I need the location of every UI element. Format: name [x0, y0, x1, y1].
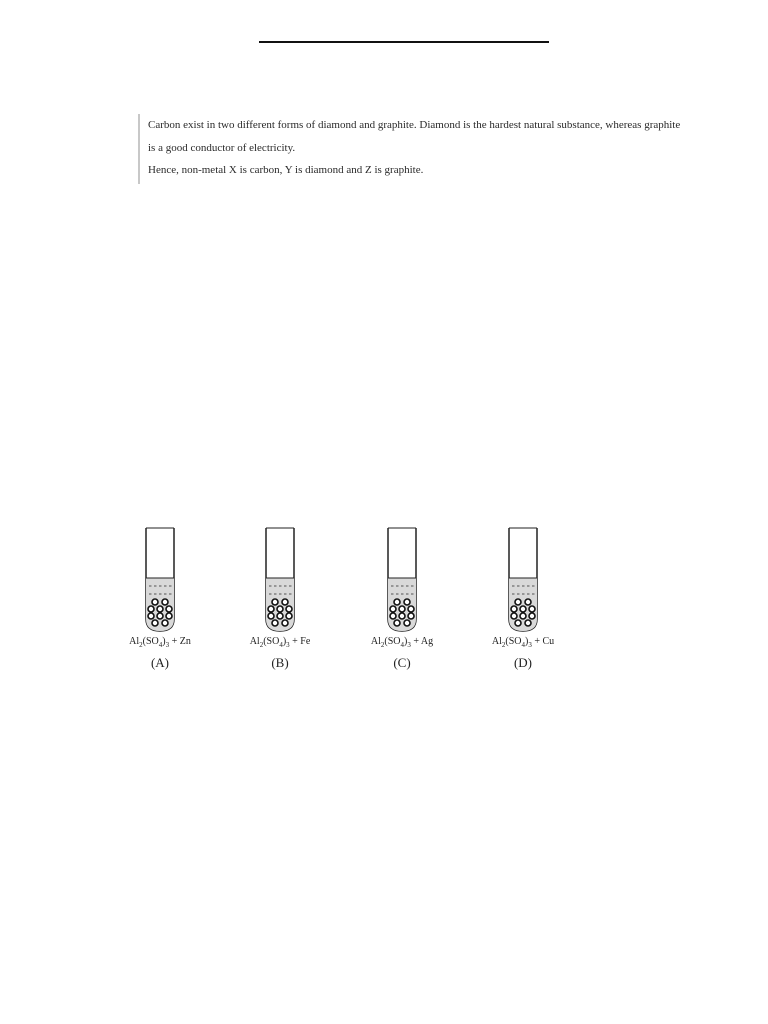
metal-particle	[152, 620, 158, 626]
tube-b-label: $Al_2(SO_4)_3 + Fe$	[249, 636, 311, 649]
metal-particle	[152, 599, 158, 605]
metal-particle	[394, 620, 400, 626]
tube-c-letter: (C)	[393, 655, 411, 670]
metal-particle	[515, 599, 521, 605]
metal-particle	[390, 613, 396, 619]
tube-a-letter: (A)	[150, 655, 170, 670]
tube-c-label: $Al_2(SO_4)_3 + Ag$	[370, 636, 434, 649]
metal-particle	[277, 606, 283, 612]
metal-particle	[162, 599, 168, 605]
answer-line-2: is a good conductor of electricity.	[148, 141, 296, 154]
answer-line-3: Hence, non-metal X is carbon, Y is diamond and Z is graphite.	[148, 164, 424, 176]
metal-particle	[148, 613, 154, 619]
metal-particle	[408, 606, 414, 612]
tube-b-letter: (B)	[271, 655, 289, 670]
metal-particle	[268, 613, 274, 619]
metal-particle	[525, 599, 531, 605]
test-tube-figure	[118, 526, 578, 676]
test-tube-b	[238, 526, 322, 676]
metal-particle	[399, 613, 405, 619]
answer-text-block	[138, 114, 748, 184]
metal-particle	[525, 620, 531, 626]
metal-particle	[515, 620, 521, 626]
tube-a-label: $Al_2(SO_4)_3 + Zn$	[129, 636, 191, 649]
test-tube-c-drawing	[385, 526, 419, 636]
metal-particle	[511, 606, 517, 612]
metal-particle	[162, 620, 168, 626]
metal-particle	[272, 599, 278, 605]
metal-particle	[511, 613, 517, 619]
metal-particle	[277, 613, 283, 619]
metal-particle	[404, 599, 410, 605]
tube-d-letter: (D)	[513, 655, 533, 670]
metal-particle	[272, 620, 278, 626]
metal-particle	[390, 606, 396, 612]
metal-particle	[282, 620, 288, 626]
test-tube-d-drawing	[506, 526, 540, 636]
metal-particle	[157, 613, 163, 619]
metal-particle	[157, 606, 163, 612]
metal-particle	[529, 606, 535, 612]
metal-particle	[520, 613, 526, 619]
top-divider-line	[259, 41, 549, 43]
test-tube-d	[481, 526, 565, 676]
answer-line-1: Carbon exist in two different forms of diamond and graphite. Diamond is the hardest natural substance, whereas graphite	[148, 119, 681, 131]
test-tube-a	[118, 526, 202, 676]
metal-particle	[529, 613, 535, 619]
tube-d-label: $Al_2(SO_4)_3 + Cu$	[491, 636, 555, 649]
metal-particle	[520, 606, 526, 612]
metal-particle	[399, 606, 405, 612]
metal-particle	[404, 620, 410, 626]
test-tube-b-drawing	[263, 526, 297, 636]
metal-particle	[408, 613, 414, 619]
metal-particle	[166, 613, 172, 619]
metal-particle	[286, 606, 292, 612]
metal-particle	[282, 599, 288, 605]
metal-particle	[166, 606, 172, 612]
metal-particle	[268, 606, 274, 612]
test-tube-c	[360, 526, 444, 676]
metal-particle	[394, 599, 400, 605]
metal-particle	[148, 606, 154, 612]
metal-particle	[286, 613, 292, 619]
test-tube-a-drawing	[143, 526, 177, 636]
